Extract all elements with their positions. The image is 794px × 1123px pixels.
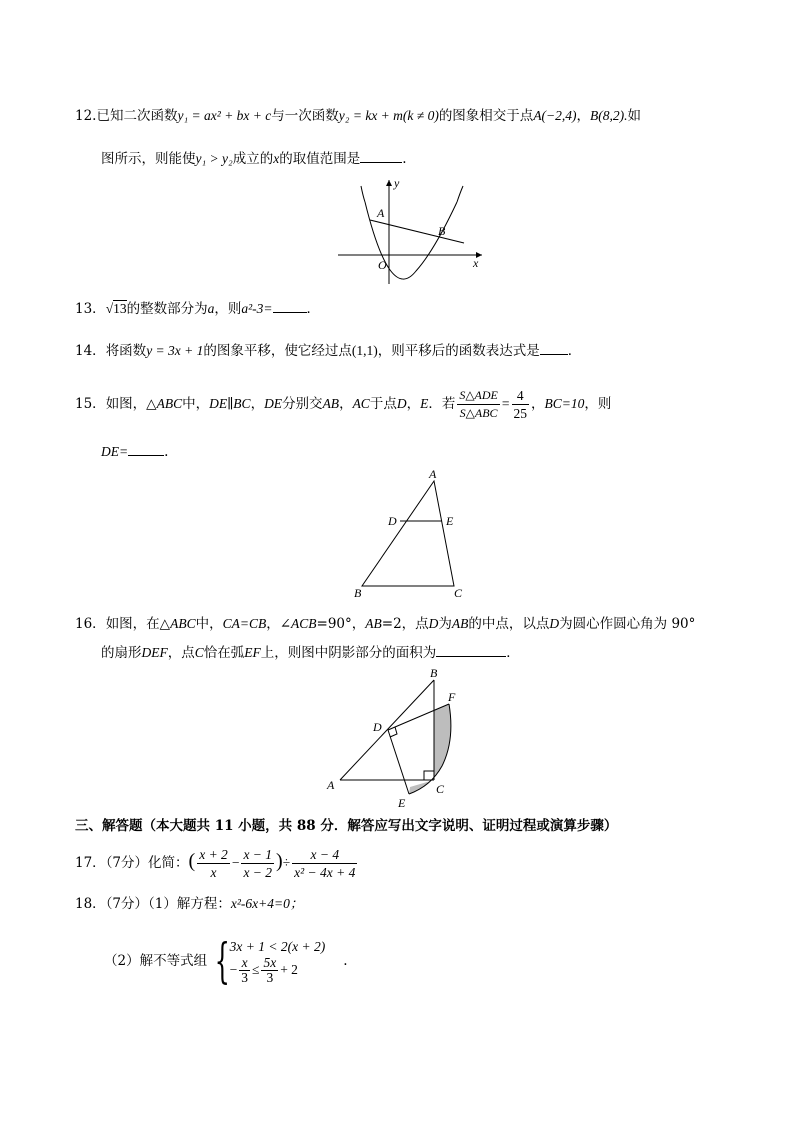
label-b: B: [430, 666, 438, 680]
q17-number: 17．: [75, 855, 106, 871]
sqrt-value: 13: [113, 301, 127, 316]
q16-line1: 16．如图，在△ABC中，CA=CB，∠ACB=90°，AB=2，点D为AB的中点，以点D为圆心作圆心角为 90°: [75, 616, 696, 632]
q18-line1: 18．（7分）（1）解方程：x²-6x+4=0；: [75, 896, 304, 912]
fraction-2: $\frac{x - 1}{x - 2}$: [243, 847, 273, 880]
line-ab: [370, 220, 464, 243]
fraction-1: $\frac{x + 2}{x}$: [199, 847, 228, 880]
label-d: D: [373, 720, 382, 734]
ratio-value-fraction: $\frac{4}{25}$: [513, 388, 528, 421]
q12-figure: [336, 176, 486, 288]
q16-line2: 的扇形DEF，点C恰在弧EF上，则图中阴影部分的面积为 ．: [101, 642, 520, 663]
label-o: O: [378, 258, 387, 272]
label-y: y: [394, 176, 400, 190]
label-x: x: [473, 256, 479, 270]
inequality-system: [230, 938, 326, 985]
q14-line: 14．将函数y = 3x + 1的图象平移，使它经过点(1,1)，则平移后的函数表达式是 ．: [75, 340, 581, 361]
q12-line1: 12.已知二次函数y₁ = ax² + bx + c与一次函数y₂ = kx + m(k ≠ 0)的图象相交于点A(−2,4)，B(8,2).如: [75, 108, 642, 124]
inequality-2: − $\frac{x}{3}$ ≤ $\frac{5x}{3}$ + 2: [229, 954, 298, 985]
label-c: C: [454, 586, 463, 600]
q12-inequality: y₁ > y₂: [195, 151, 233, 166]
segment-ab: [340, 680, 434, 780]
area-ratio-fraction: $\frac{\text{S△ADE}}{\text{S△ABC}}$: [459, 388, 498, 420]
sqrt-sign: √: [105, 301, 114, 316]
triangle-abc: [362, 481, 454, 586]
q12-y1-def: y₁ = ax² + bx + c: [177, 108, 272, 123]
y-axis-arrow: [386, 180, 392, 186]
q12-line2: 图所示，则能使y₁ > y₂成立的x的取值范围是 .: [101, 148, 407, 169]
q12-point-b: B(8,2).: [590, 108, 628, 123]
label-e: E: [398, 796, 406, 810]
label-a: A: [429, 467, 437, 481]
q13-line: 13．√13的整数部分为a，则a²-3= ．: [75, 298, 320, 319]
q18-number: 18．: [75, 896, 106, 912]
q15-line1: 15．如图，△ABC中，DE∥BC，DE分别交AB，AC于点D，E．若 $\frac{\text{S△ADE}}{\text{S△ABC}}$ = $\frac{4}{25}$ ，BC=10，则: [75, 388, 612, 421]
q12-number: 12.: [75, 108, 97, 124]
q16-number: 16．: [75, 616, 106, 632]
q12-y2-def: y₂ = kx + m(k ≠ 0): [338, 108, 439, 123]
q13-number: 13．: [75, 301, 106, 317]
fraction-3: $\frac{x - 4}{\text{x² − 4x + 4}}$: [294, 847, 356, 880]
answer-blank: [540, 340, 568, 355]
label-b: B: [354, 586, 362, 600]
system-brace: {: [214, 933, 231, 989]
q15-line2: DE= .: [101, 441, 168, 462]
label-b: B: [438, 224, 446, 238]
label-e: E: [446, 514, 454, 528]
answer-blank: [436, 642, 506, 657]
label-f: F: [448, 690, 456, 704]
q15-number: 15．: [75, 396, 106, 412]
q15-figure: [350, 466, 470, 600]
inequality-1: 3x + 1 < 2(x + 2): [229, 938, 326, 954]
q18-line2: （2）解不等式组 { 3x + 1 < 2(x + 2) − $\frac{x}{3}$ ≤ $\frac{5x}{3}$ + 2 .: [104, 933, 348, 989]
label-a: A: [327, 778, 335, 792]
parabola-ext: [361, 186, 463, 202]
label-a: A: [377, 206, 385, 220]
answer-blank: [128, 441, 164, 456]
answer-blank: [360, 148, 402, 163]
label-d: D: [388, 514, 397, 528]
section3-title: 三、解答题（本大题共 11 小题，共 88 分．解答应写出文字说明、证明过程或演算步骤）: [75, 818, 618, 834]
q12-point-a: A(−2,4): [533, 108, 577, 123]
answer-blank: [273, 298, 307, 313]
q18-equation: x²-6x+4=0；: [230, 896, 304, 911]
radius-de: [388, 730, 409, 794]
q13-expr: a²-3=: [241, 301, 273, 316]
q14-point: (1,1): [351, 343, 378, 358]
q17-line: 17．（7分）化简：( $\frac{x + 2}{x}$ − $\frac{x - 1}{x - 2}$ )÷ $\frac{x - 4}{\text{x² − 4x + 4}}$: [75, 847, 356, 880]
q14-function: y = 3x + 1: [146, 343, 204, 358]
label-c: C: [436, 782, 445, 796]
q14-number: 14．: [75, 343, 106, 359]
q16-figure: [320, 668, 470, 810]
